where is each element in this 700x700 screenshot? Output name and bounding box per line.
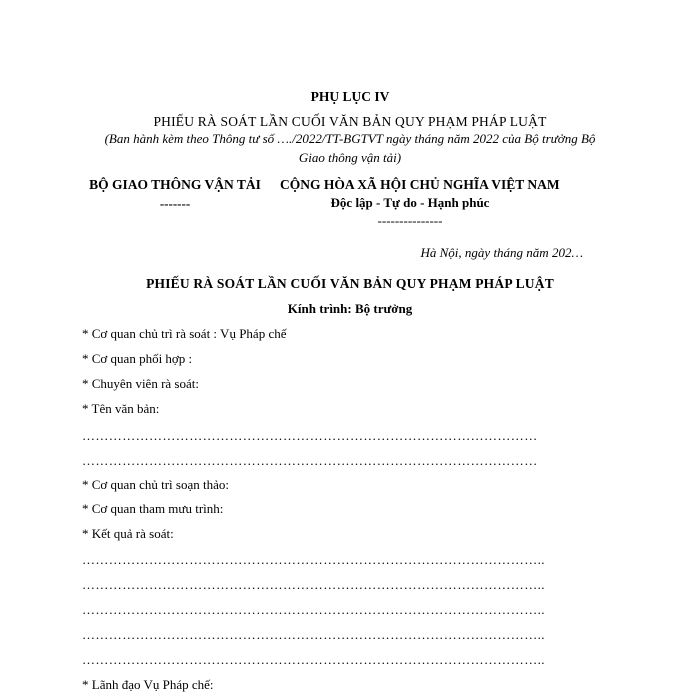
agency-separator: -------: [159, 196, 191, 211]
document-name-dots-1: …………………………………………………………………………………………: [82, 428, 538, 443]
review-result-dots-1: …………………………………………………………………………………………..: [82, 552, 545, 567]
review-result-dots-4: …………………………………………………………………………………………..: [82, 627, 545, 642]
form-title: PHIẾU RÀ SOÁT LẦN CUỐI VĂN BẢN QUY PHẠM PHÁP LUẬT: [146, 276, 554, 291]
coordinating-agency-field: * Cơ quan phối hợp :: [82, 351, 193, 366]
agency-name: BỘ GIAO THÔNG VẬN TẢI: [89, 177, 261, 192]
recipient: Kính trình: Bộ trưởng: [287, 301, 413, 316]
review-result-dots-3: …………………………………………………………………………………………..: [82, 602, 545, 617]
legal-leader-field: * Lãnh đạo Vụ Pháp chế:: [82, 677, 214, 692]
advisory-agency-field: * Cơ quan tham mưu trình:: [82, 501, 224, 516]
review-result-dots-2: …………………………………………………………………………………………..: [82, 577, 545, 592]
nation-separator: ---------------: [377, 213, 443, 228]
form-heading: PHIẾU RÀ SOÁT LẦN CUỐI VĂN BẢN QUY PHẠM PHÁP LUẬT: [153, 114, 547, 129]
appendix-title: PHỤ LỤC IV: [310, 89, 390, 104]
nation-motto: Độc lập - Tự do - Hạnh phúc: [330, 195, 490, 210]
reviewer-field: * Chuyên viên rà soát:: [82, 376, 199, 391]
issuance-note-line1: (Ban hành kèm theo Thông tư số …./2022/TT-BGTVT ngày tháng năm 2022 của Bộ trưởng Bộ: [104, 131, 596, 146]
issuance-note-line2: Giao thông vận tải): [298, 150, 402, 165]
lead-agency-field: * Cơ quan chủ trì rà soát : Vụ Pháp chế: [82, 326, 287, 341]
review-result-dots-5: …………………………………………………………………………………………..: [82, 652, 545, 667]
document-name-field: * Tên văn bản:: [82, 401, 160, 416]
place-date: Hà Nội, ngày tháng năm 202…: [420, 245, 583, 260]
drafting-agency-field: * Cơ quan chủ trì soạn thảo:: [82, 477, 229, 492]
nation-name: CỘNG HÒA XÃ HỘI CHỦ NGHĨA VIỆT NAM: [280, 177, 560, 192]
review-result-field: * Kết quả rà soát:: [82, 526, 174, 541]
document-name-dots-2: …………………………………………………………………………………………: [82, 453, 538, 468]
